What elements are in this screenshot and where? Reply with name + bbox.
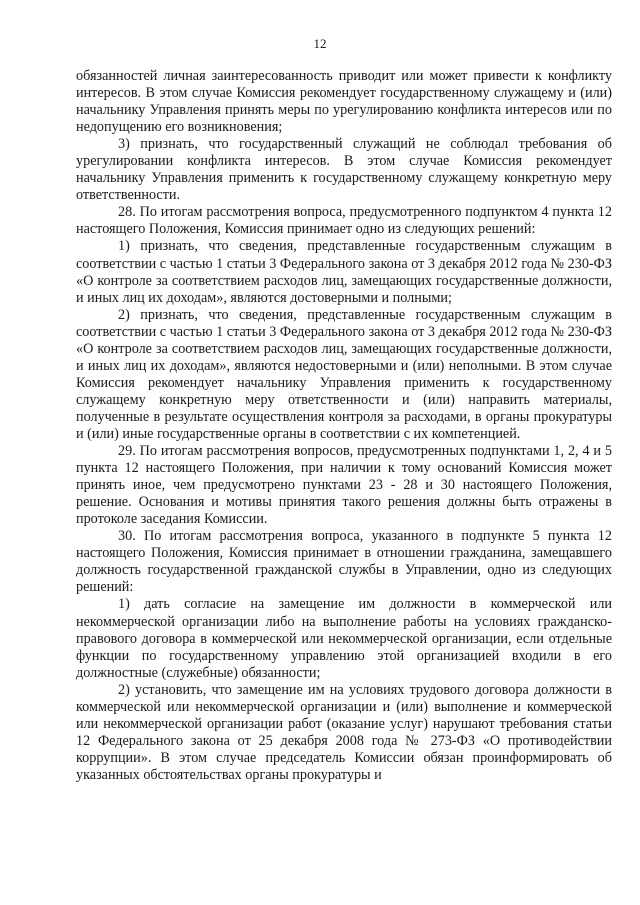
paragraph-28: 28. По итогам рассмотрения вопроса, предусмотренного подпунктом 4 пункта 12 настоящего Положения, Комиссия принимает одно из следующих решений: bbox=[76, 204, 612, 238]
paragraph-30-item-2: 2) установить, что замещение им на условиях трудового договора должности в коммерческой или некоммерческой организации и (или) выполнение и коммерческой или некоммерческой организации работ (оказание услуг) нарушают требования статьи 12 Федерального закона от 25 декабря 2008 года № 273-ФЗ «О противодействии коррупции». В этом случае председатель Комиссии обязан проинформировать об указанных обстоятельствах органы прокуратуры и bbox=[76, 681, 612, 783]
paragraph-item-3: 3) признать, что государственный служащий не соблюдал требования об урегулировании конфликта интересов. В этом случае Комиссия рекомендует начальнику Управления применить к государственному служащему конкретную меру ответственности. bbox=[76, 136, 612, 204]
paragraph-30-item-1: 1) дать согласие на замещение им должности в коммерческой или некоммерческой организации либо на выполнение работы на условиях гражданско-правового договора в коммерческой или некоммерческой организации, если отдельные функции по государственному управлению этой организацией входили в его должностные (служебные) обязанности; bbox=[76, 596, 612, 681]
paragraph-28-item-1: 1) признать, что сведения, представленные государственным служащим в соответствии с частью 1 статьи 3 Федерального закона от 3 декабря 2012 года № 230-ФЗ «О контроле за соответствием расходов лиц, замещающих государственные должности, и иных лиц их доходам», являются достоверными и полными; bbox=[76, 238, 612, 306]
paragraph-28-item-2: 2) признать, что сведения, представленные государственным служащим в соответствии с частью 1 статьи 3 Федерального закона от 3 декабря 2012 года № 230-ФЗ «О контроле за соответствием расходов лиц, замещающих государственные должности, и иных лиц их доходам», являются недостоверными и (или) неполными. В этом случае Комиссия рекомендует начальнику Управления применить к государственному служащему конкретную меру ответственности и (или) направить материалы, полученные в результате осуществления контроля за расходами, в органы прокуратуры и (или) иные государственные органы в соответствии с их компетенцией. bbox=[76, 306, 612, 442]
paragraph-30: 30. По итогам рассмотрения вопроса, указанного в подпункте 5 пункта 12 настоящего Положения, Комиссия принимает в отношении гражданина, замещавшего должность государственной гражданской службы в Управлении, одно из следующих решений: bbox=[76, 528, 612, 596]
paragraph-29: 29. По итогам рассмотрения вопросов, предусмотренных подпунктами 1, 2, 4 и 5 пункта 12 настоящего Положения, при наличии к тому оснований Комиссия может принять иное, чем предусмотрено пунктами 23 - 28 и 30 настоящего Положения, решение. Основания и мотивы принятия такого решения должны быть отражены в протоколе заседания Комиссии. bbox=[76, 443, 612, 528]
paragraph-continuation: обязанностей личная заинтересованность приводит или может привести к конфликту интересов. В этом случае Комиссия рекомендует государственному служащему и (или) начальнику Управления принять меры по урегулированию конфликта интересов или по недопущению его возникновения; bbox=[76, 68, 612, 136]
page-number: 12 bbox=[313, 36, 327, 51]
document-body bbox=[76, 68, 612, 784]
